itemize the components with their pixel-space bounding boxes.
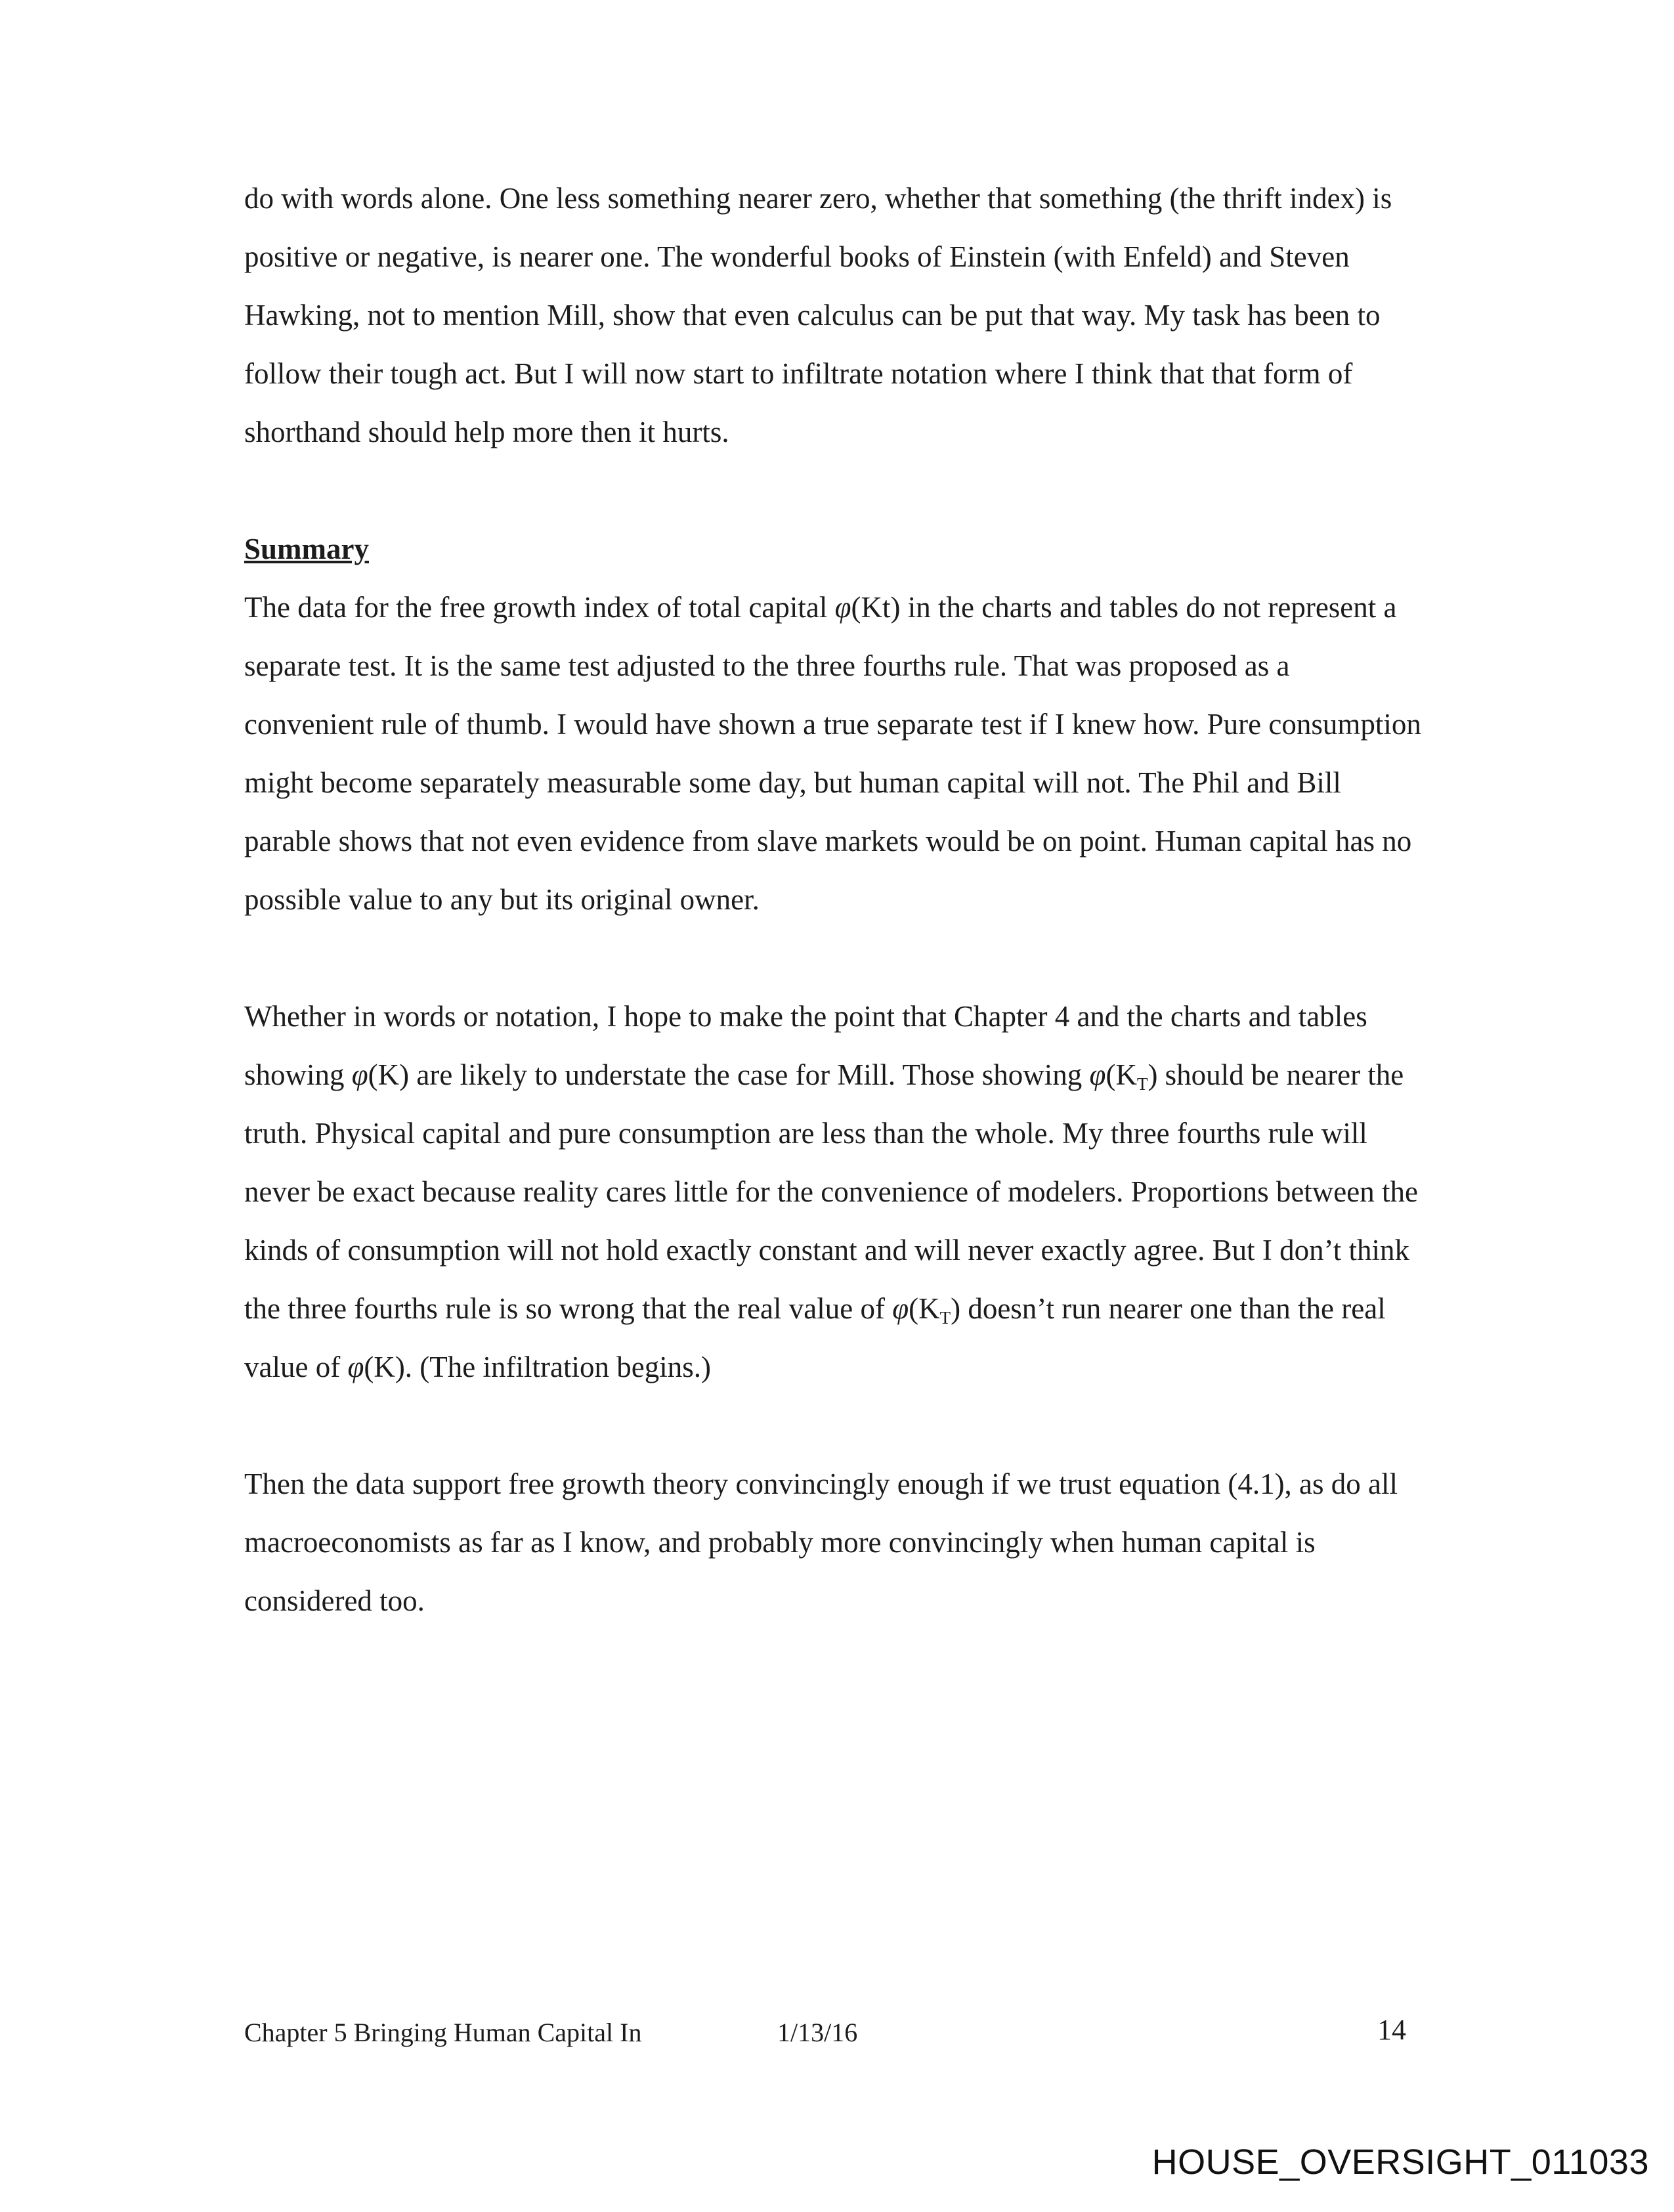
text-run: ) doesn’t run nearer one than the real value of	[244, 1292, 1386, 1383]
text-run: Summary	[244, 532, 369, 565]
text-run: (Kt) in the charts and tables do not represent a separate test. It is the same test adjusted to the three fourths rule. That was proposed as a convenient rule of thumb. I would have shown a true separate test if I knew how. Pure consumption might become separately measurable some day, but human capital will not. The Phil and Bill parable shows that not even evidence from slave markets would be on point. Human capital has no possible value to any but its original owner.	[244, 591, 1421, 916]
math-phi-symbol: φ	[351, 1058, 368, 1091]
footer-chapter-title: Chapter 5 Bringing Human Capital In	[244, 2018, 642, 2047]
text-run: Whether in words or notation, I hope to make the point that Chapter 4 and the charts and tables showing	[244, 1000, 1367, 1091]
text-run: (K	[909, 1292, 940, 1325]
math-phi-symbol: φ	[347, 1351, 364, 1383]
body-paragraph	[244, 578, 1426, 929]
math-phi-symbol: φ	[1089, 1058, 1106, 1091]
text-run: (K). (The infiltration begins.)	[364, 1351, 711, 1383]
math-subscript: T	[939, 1308, 951, 1328]
math-subscript: T	[1136, 1074, 1148, 1095]
body-paragraph	[244, 1455, 1426, 1630]
math-phi-symbol: φ	[892, 1292, 909, 1325]
body-paragraph	[244, 987, 1426, 1397]
body-paragraph	[244, 169, 1426, 462]
page-number: 14	[1377, 2014, 1406, 2046]
oversight-watermark: HOUSE_OVERSIGHT_011033	[1151, 2142, 1649, 2182]
text-run: Then the data support free growth theory convincingly enough if we trust equation (4.1), as do all macroeconomists as far as I know, and probably more convincingly when human capital is considered too.	[244, 1467, 1398, 1617]
document-body	[244, 169, 1426, 1689]
footer-date: 1/13/16	[777, 2018, 858, 2047]
text-run: (K) are likely to understate the case for Mill. Those showing	[368, 1058, 1090, 1091]
summary-heading	[244, 520, 1426, 578]
text-run: The data for the free growth index of total capital	[244, 591, 835, 624]
math-phi-symbol: φ	[834, 591, 851, 624]
text-run: ) should be nearer the truth. Physical capital and pure consumption are less than the whole. My three fourths rule will never be exact because reality cares little for the convenience of modelers. Proportions between the kinds of consumption will not hold exactly constant and will never exactly agree. But I don’t think the three fourths rule is so wrong that the real value of	[244, 1058, 1418, 1325]
text-run: do with words alone. One less something nearer zero, whether that something (the thrift index) is positive or negative, is nearer one. The wonderful books of Einstein (with Enfeld) and Steven Hawking, not to mention Mill, show that even calculus can be put that way. My task has been to follow their tough act. But I will now start to infiltrate notation where I think that that form of shorthand should help more then it hurts.	[244, 182, 1392, 448]
text-run: (K	[1105, 1058, 1137, 1091]
